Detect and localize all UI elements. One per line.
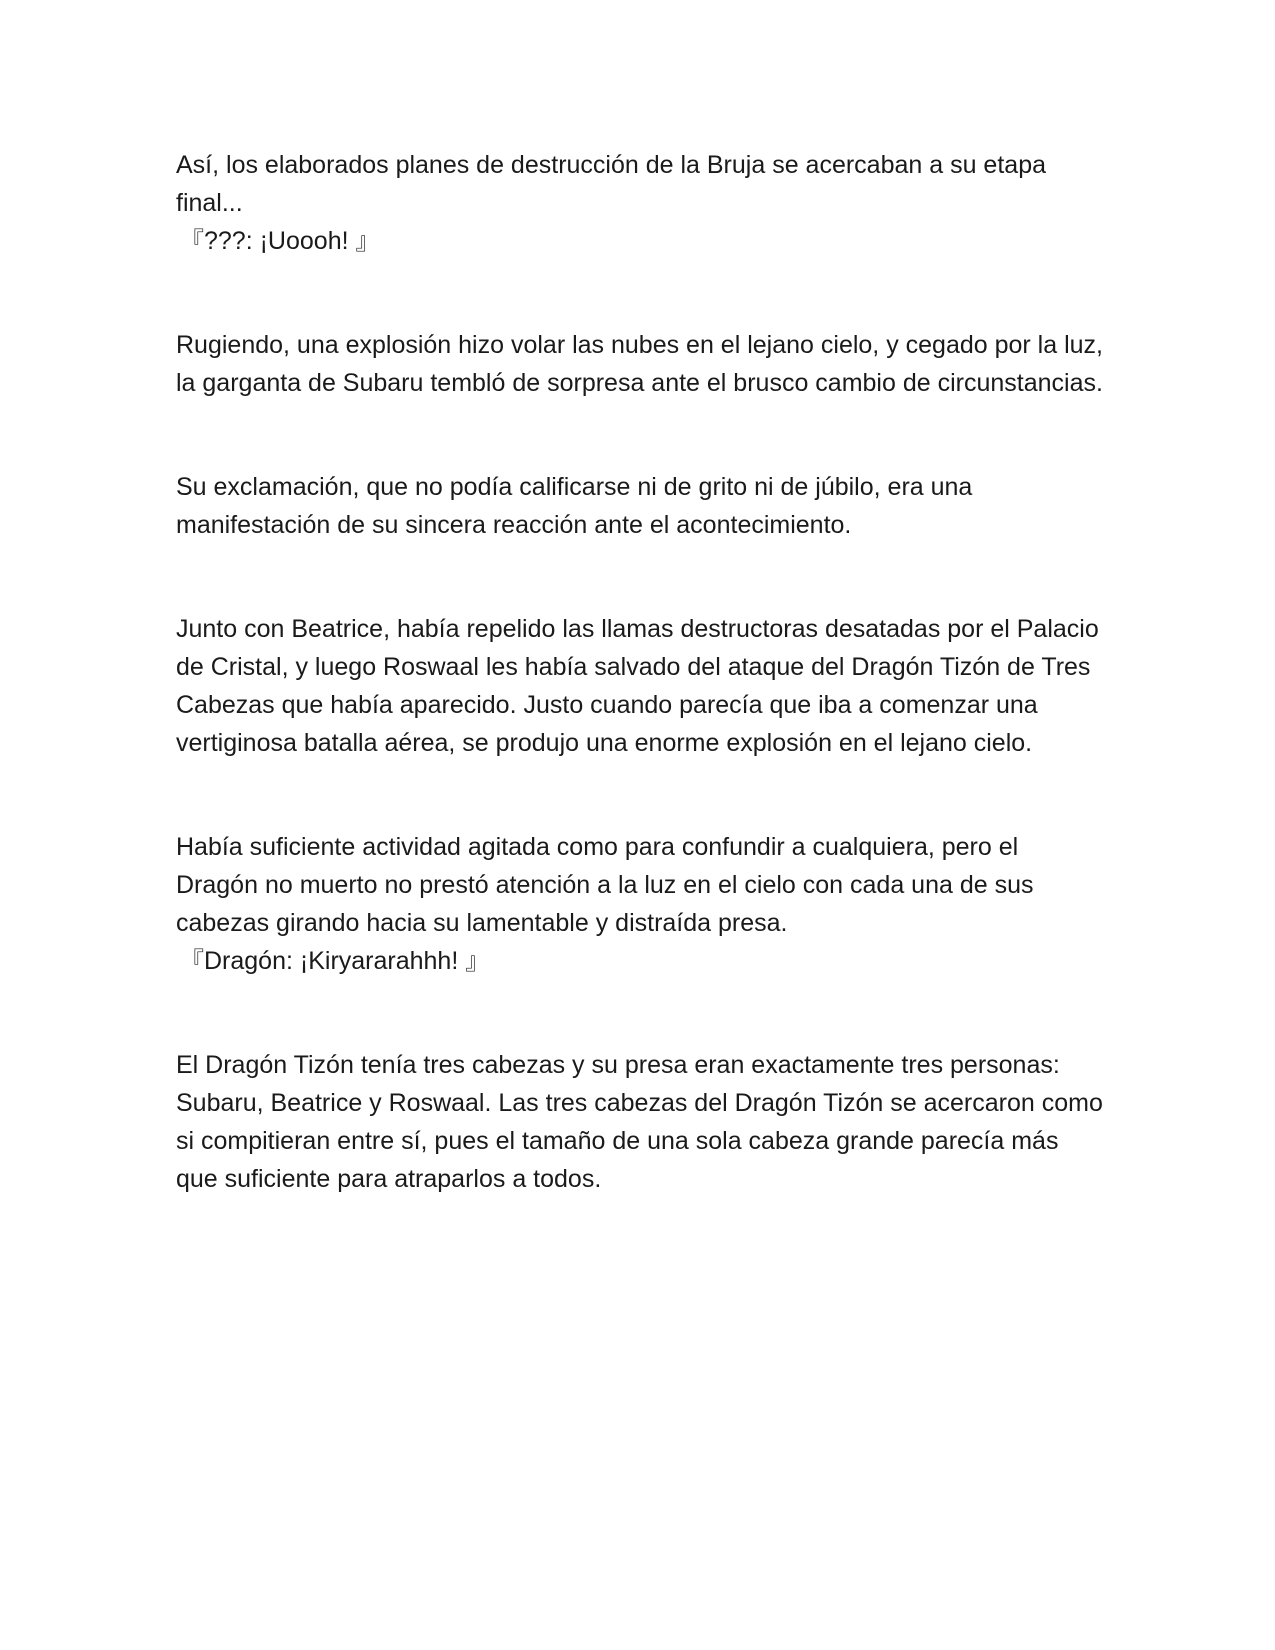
dialogue-close-bracket: 』 — [355, 227, 380, 255]
dialogue-close-bracket: 』 — [465, 947, 490, 975]
dialogue-line-1 — [176, 222, 1106, 260]
dialogue-open-bracket: 『 — [180, 947, 204, 975]
paragraph-5: Había suficiente actividad agitada como para confundir a cualquiera, pero el Dragón no muerto no prestó atención a la luz en el cielo con cada una de sus cabezas girando hacia su lamentable y distraída presa. — [176, 833, 1034, 937]
dialogue-open-bracket: 『 — [180, 227, 204, 255]
paragraph-6: El Dragón Tizón tenía tres cabezas y su presa eran exactamente tres personas: Subaru, Beatrice y Roswaal. Las tres cabezas del Dragón Tizón se acercaron como si compitieran entre sí, pues el tamaño de una sola cabeza grande parecía más que suficiente para atraparlos a todos. — [176, 1051, 1103, 1193]
paragraph-4: Junto con Beatrice, había repelido las llamas destructoras desatadas por el Palacio de Cristal, y luego Roswaal les había salvado del ataque del Dragón Tizón de Tres Cabezas que había aparecido. Justo cuando parecía que iba a comenzar una vertiginosa batalla aérea, se produjo una enorme explosión en el lejano cielo. — [176, 615, 1099, 757]
dialogue-text: Dragón: ¡Kiryararahhh! — [204, 947, 466, 975]
text-column — [176, 146, 1106, 1198]
dialogue-text: ???: ¡Uoooh! — [204, 227, 356, 255]
paragraph-1: Así, los elaborados planes de destrucción de la Bruja se acercaban a su etapa final... — [176, 151, 1046, 217]
dialogue-line-2 — [176, 942, 1106, 980]
paragraph-2: Rugiendo, una explosión hizo volar las nubes en el lejano cielo, y cegado por la luz, la garganta de Subaru tembló de sorpresa ante el brusco cambio de circunstancias. — [176, 331, 1103, 397]
paragraph-3: Su exclamación, que no podía calificarse ni de grito ni de júbilo, era una manifestación de su sincera reacción ante el acontecimiento. — [176, 473, 973, 539]
